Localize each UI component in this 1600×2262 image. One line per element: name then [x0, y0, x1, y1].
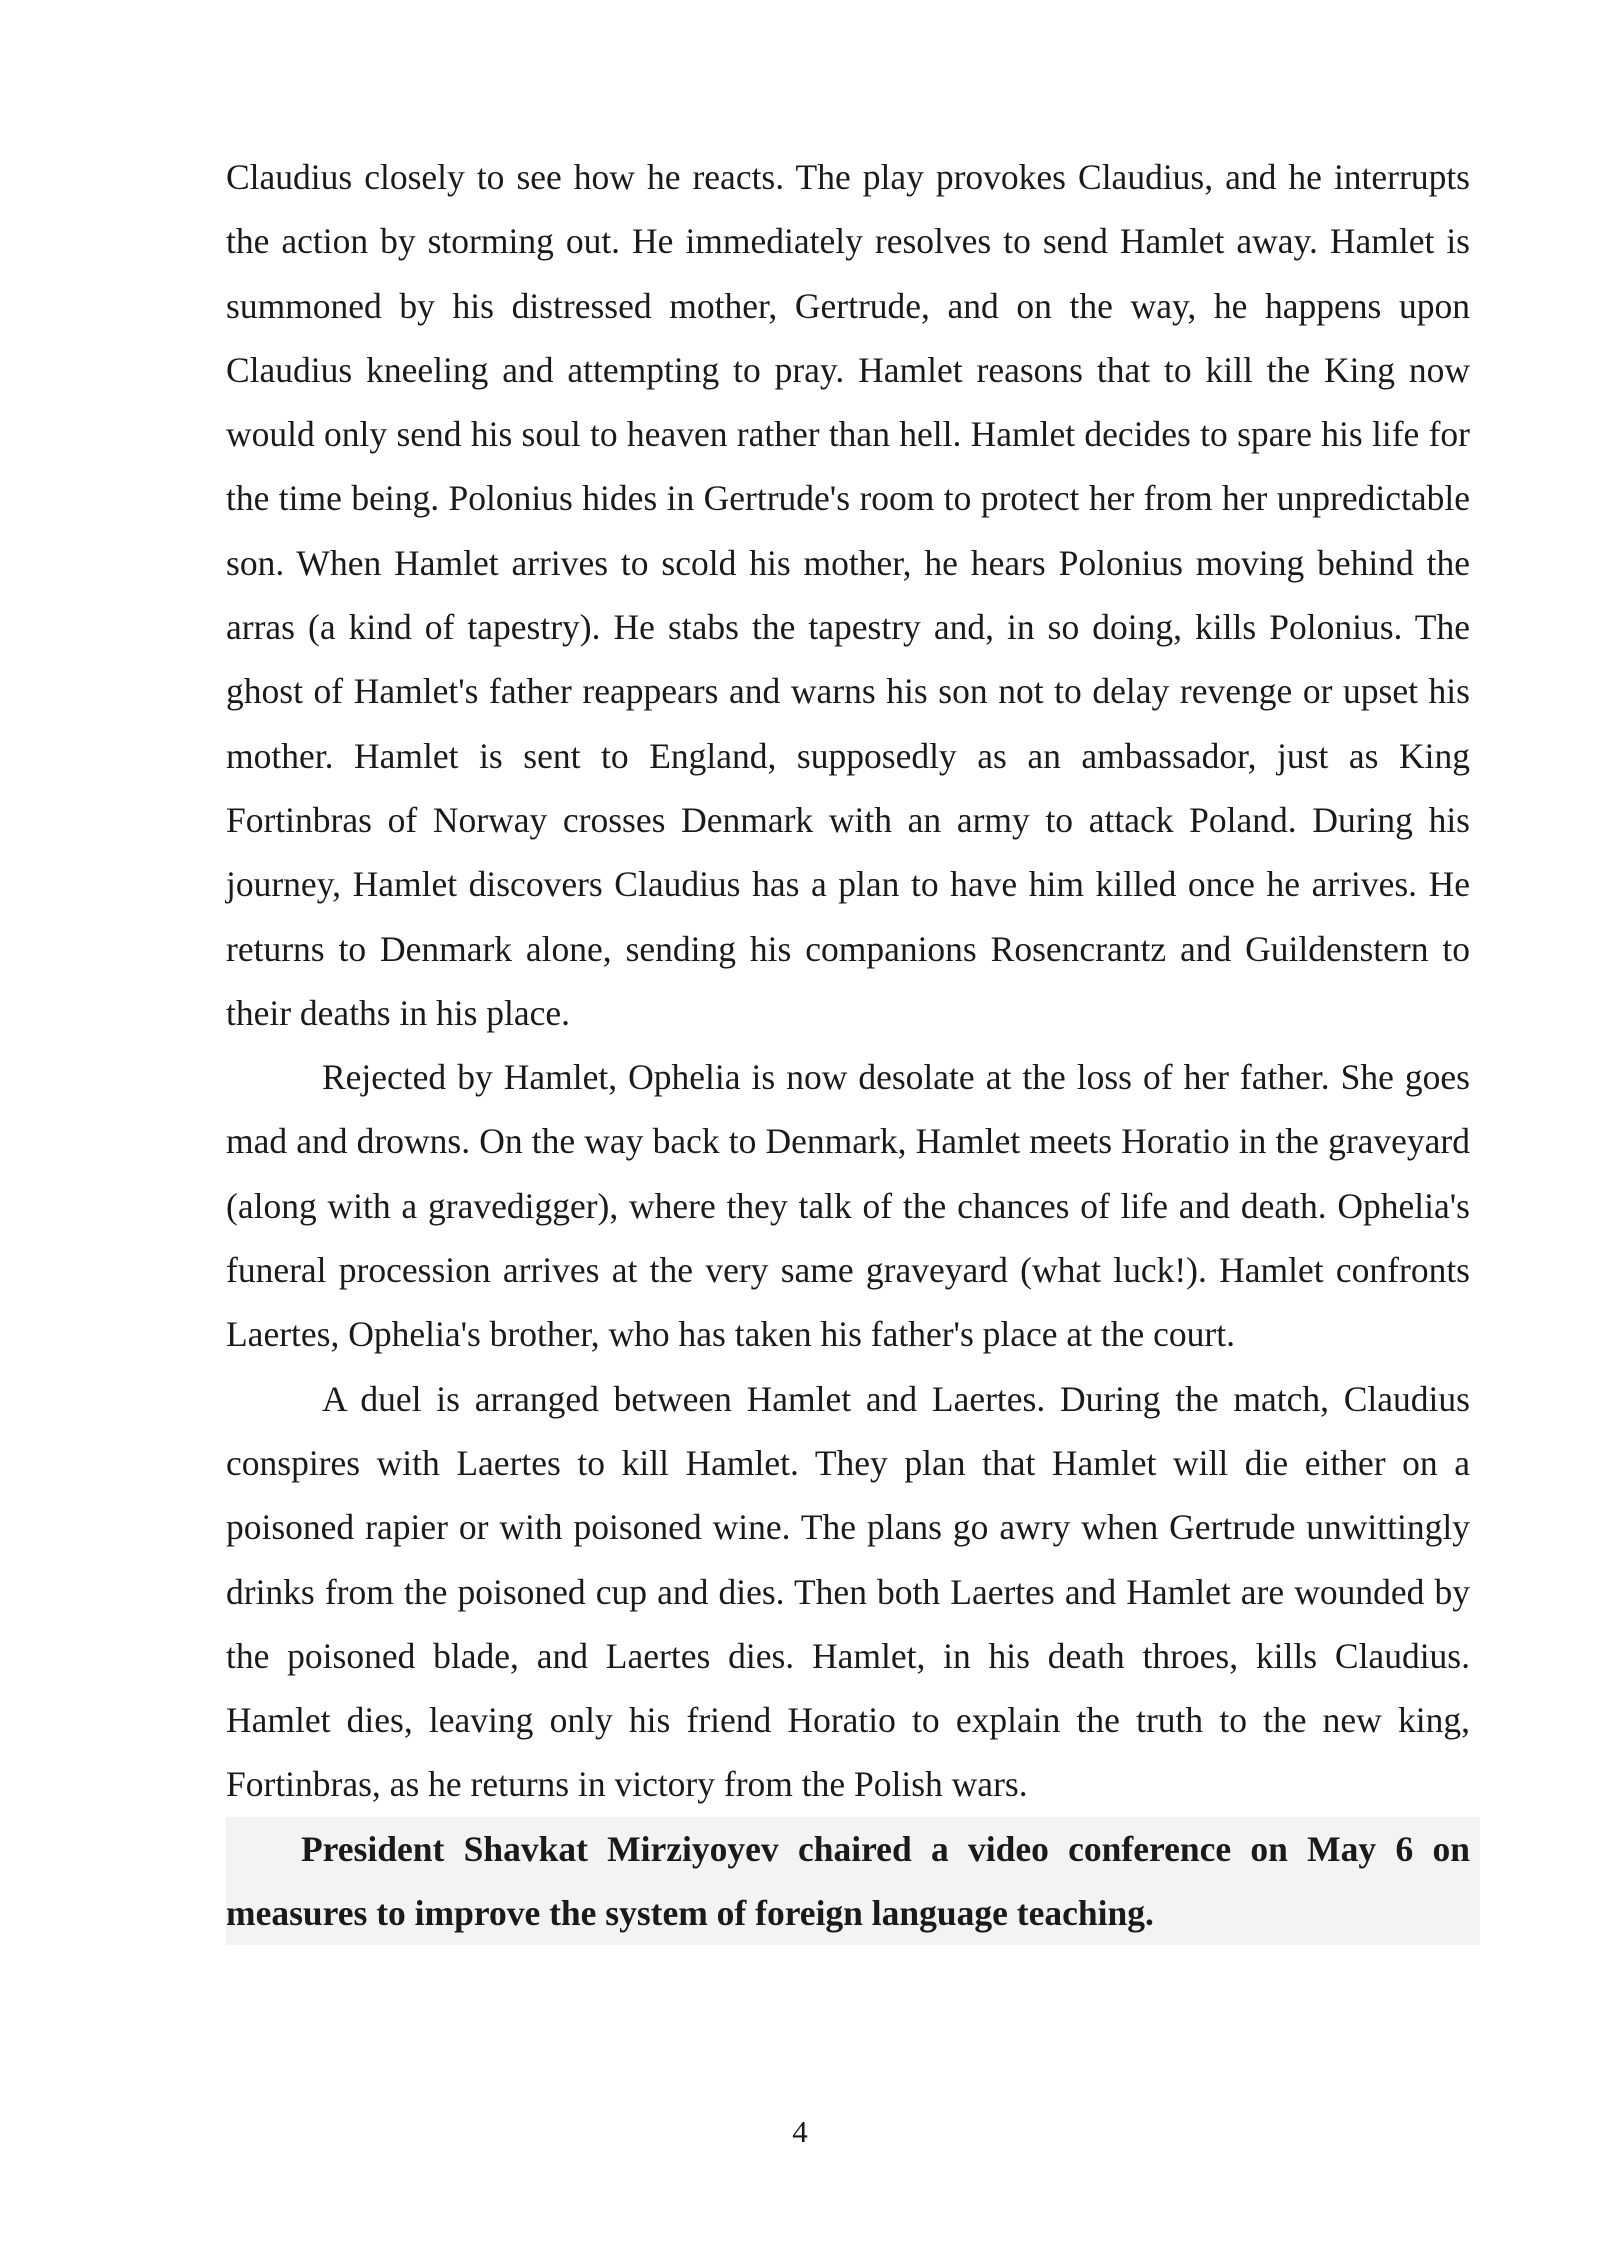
headline-video-conference: President Shavkat Mirziyoyev chaired a video conference on May 6 on measures to improve the system of foreign language teaching.	[226, 1817, 1480, 1946]
paragraph-duel: A duel is arranged between Hamlet and Laertes. During the match, Claudius conspires with Laertes to kill Hamlet. They plan that Hamlet will die either on a poisoned rapier or with poisoned wine. The plans go awry when Gertrude unwittingly drinks from the poisoned cup and dies. Then both Laertes and Hamlet are wounded by the poisoned blade, and Laertes dies. Hamlet, in his death throes, kills Claudius. Hamlet dies, leaving only his friend Horatio to explain the truth to the new king, Fortinbras, as he returns in victory from the Polish wars.	[226, 1378, 1470, 1805]
paragraph-hamlet-plot-continued: Claudius closely to see how he reacts. The play provokes Claudius, and he interrupts the action by storming out. He immediately resolves to send Hamlet away. Hamlet is summoned by his distressed mother, Gertrude, and on the way, he happens upon Claudius kneeling and attempting to pray. Hamlet reasons that to kill the King now would only send his soul to heaven rather than hell. Hamlet decides to spare his life for the time being. Polonius hides in Gertrude's room to protect her from her unpredictable son. When Hamlet arrives to scold his mother, he hears Polonius moving behind the arras (a kind of tapestry). He stabs the tapestry and, in so doing, kills Polonius. The ghost of Hamlet's father reappears and warns his son not to delay revenge or upset his mother. Hamlet is sent to England, supposedly as an ambassador, just as King Fortinbras of Norway crosses Denmark with an army to attack Poland. During his journey, Hamlet discovers Claudius has a plan to have him killed once he arrives. He returns to Denmark alone, sending his companions Rosencrantz and Guildenstern to their deaths in his place.	[226, 157, 1470, 1033]
page-number: 4	[792, 2114, 808, 2149]
page-body	[226, 145, 1470, 1945]
paragraph-ophelia: Rejected by Hamlet, Ophelia is now desolate at the loss of her father. She goes mad and drowns. On the way back to Denmark, Hamlet meets Horatio in the graveyard (along with a gravedigger), where they talk of the chances of life and death. Ophelia's funeral procession arrives at the very same graveyard (what luck!). Hamlet confronts Laertes, Ophelia's brother, who has taken his father's place at the court.	[226, 1057, 1470, 1355]
